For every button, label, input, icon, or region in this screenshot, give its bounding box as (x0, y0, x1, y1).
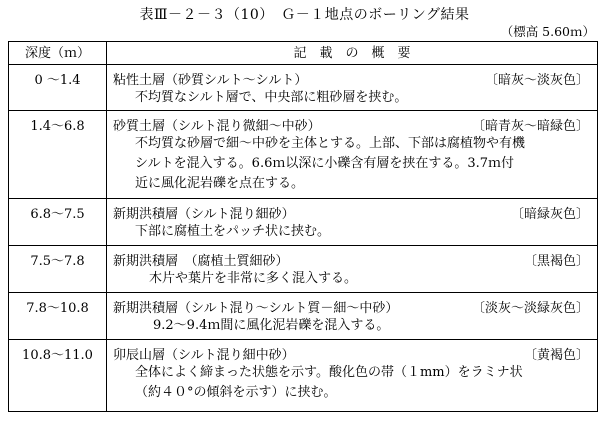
table-row (9, 111, 598, 199)
description-line: 木片や葉片を非常に多く混入する。 (149, 271, 358, 286)
elevation-label: （標高 5.60ｍ） (500, 24, 595, 39)
depth-cell: 10.8～11.0 (9, 340, 107, 412)
table-row (9, 246, 598, 293)
boring-results-table (8, 41, 598, 412)
layer-name: 新期洪積層（シルト混り～シルト質－細～中砂） (113, 301, 399, 316)
description-line: 不均質な砂層で細～中砂を主体とする。上部、下部は腐植物や有機 (135, 136, 526, 151)
description-line: 近に風化泥岩礫を点在する。 (135, 176, 305, 191)
table-row (9, 293, 598, 340)
table-row (9, 340, 598, 412)
depth-cell: 6.8～7.5 (9, 199, 107, 246)
description-line: 全体によく締まった状態を示す。酸化色の帯（１mm）をラミナ状 (135, 365, 523, 380)
layer-name: 卯辰山層（シルト混り細中砂） (113, 348, 295, 363)
description-cell (107, 111, 598, 199)
depth-cell: 1.4～6.8 (9, 111, 107, 199)
layer-color: 〔暗緑灰色〕 (510, 207, 589, 222)
depth-cell: 7.5～7.8 (9, 246, 107, 293)
table-row (9, 65, 598, 111)
layer-name: 砂質土層（シルト混り微細～中砂） (113, 119, 321, 134)
header-row (9, 42, 598, 65)
layer-color: 〔淡灰～淡緑灰色〕 (471, 301, 589, 316)
depth-cell: 0 ～1.4 (9, 65, 107, 111)
depth-column-header: 深度（ｍ） (9, 42, 107, 65)
layer-name: 新期洪積層 （腐植土質細砂） (113, 254, 289, 269)
description-line: （約４０°の傾斜を示す）に挟む。 (135, 385, 337, 400)
depth-cell: 7.8～10.8 (9, 293, 107, 340)
table-title: 表Ⅲ－２－３（10） Ｇ－１地点のボーリング結果 (139, 7, 470, 23)
layer-color: 〔黒褐色〕 (523, 254, 589, 269)
description-cell (107, 246, 598, 293)
table-row (9, 199, 598, 246)
layer-color: 〔黄褐色〕 (523, 348, 589, 363)
layer-name: 粘性土層（砂質シルト～シルト） (113, 73, 308, 88)
description-line: 下部に腐植土をパッチ状に挟む。 (135, 224, 331, 239)
description-cell (107, 65, 598, 111)
layer-name: 新期洪積層（シルト混り細砂） (113, 207, 295, 222)
layer-color: 〔暗青灰～暗緑色〕 (471, 119, 589, 134)
summary-column-header: 記 載 の 概 要 (107, 42, 598, 65)
description-cell (107, 340, 598, 412)
description-cell (107, 293, 598, 340)
description-line: シルトを混入する。6.6ｍ以深に小礫含有層を挟在する。3.7ｍ付 (135, 156, 515, 171)
layer-color: 〔暗灰～淡灰色〕 (484, 73, 589, 88)
description-cell (107, 199, 598, 246)
description-line: 9.2～9.4ｍ間に風化泥岩礫を混入する。 (153, 318, 390, 333)
description-line: 不均質なシルト層で、中央部に粗砂層を挟む。 (135, 90, 408, 105)
